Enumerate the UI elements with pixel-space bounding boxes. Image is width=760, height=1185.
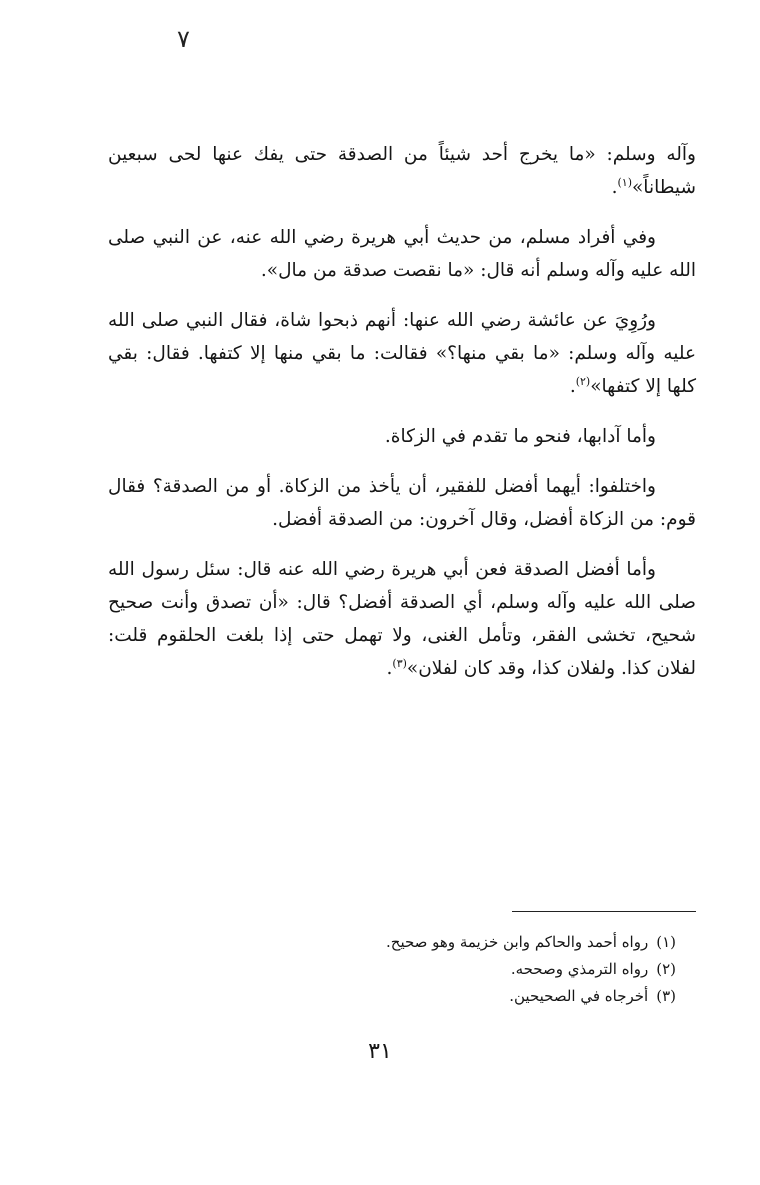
footnote-ref: (٣) bbox=[392, 656, 407, 670]
footnote-number: (٣) bbox=[656, 987, 676, 1005]
page-number: ٣١ bbox=[368, 1039, 392, 1064]
footnote-number: (١) bbox=[656, 933, 676, 951]
paragraph-text: ورُوِيَ عن عائشة رضي الله عنها: أنهم ذبحوا شاة، فقال النبي صلى الله عليه وآله وسلم: «ما بقي منها؟» فقالت: ما بقي منها إلا كتفها. فقال: بقي كلها إلا كتفها» bbox=[108, 310, 696, 397]
footnotes bbox=[200, 929, 676, 1010]
footnote-text: رواه أحمد والحاكم وابن خزيمة وهو صحيح. bbox=[386, 933, 649, 951]
paragraph-3 bbox=[108, 304, 696, 403]
paragraph-tail: . bbox=[611, 177, 618, 198]
paragraph-2 bbox=[108, 221, 696, 287]
footnote-3 bbox=[200, 983, 676, 1010]
footnote-number: (٢) bbox=[656, 960, 676, 978]
paragraph-5 bbox=[108, 470, 696, 536]
footnote-1 bbox=[200, 929, 676, 956]
paragraph-text: وأما آدابها، فنحو ما تقدم في الزكاة. bbox=[384, 426, 656, 447]
paragraph-tail: . bbox=[569, 376, 576, 397]
main-text bbox=[108, 138, 696, 702]
paragraph-6 bbox=[108, 553, 696, 685]
paragraph-text: وأما أفضل الصدقة فعن أبي هريرة رضي الله عنه قال: سئل رسول الله صلى الله عليه وآله وسلم، أي الصدقة أفضل؟ قال: «أن تصدق وأنت صحيح شحيح، تخشى الفقر، وتأمل الغنى، ولا تهمل حتى إذا بلغت الحلقوم قلت: لفلان كذا. ولفلان كذا، وقد كان لفلان» bbox=[108, 559, 696, 679]
footnote-2 bbox=[200, 956, 676, 983]
paragraph-1 bbox=[108, 138, 696, 204]
footnote-text: رواه الترمذي وصححه. bbox=[510, 960, 649, 978]
footnote-text: أخرجاه في الصحيحين. bbox=[509, 987, 649, 1005]
paragraph-text: وفي أفراد مسلم، من حديث أبي هريرة رضي الله عنه، عن النبي صلى الله عليه وآله وسلم أنه قال: «ما نقصت صدقة من مال». bbox=[108, 227, 696, 281]
paragraph-text: وآله وسلم: «ما يخرج أحد شيئاً من الصدقة حتى يفك عنها لحى سبعين شيطاناً» bbox=[108, 144, 696, 198]
footnote-separator bbox=[512, 911, 696, 912]
footnote-ref: (٢) bbox=[575, 374, 591, 388]
paragraph-text: واختلفوا: أيهما أفضل للفقير، أن يأخذ من الزكاة. أو من الصدقة؟ فقال قوم: من الزكاة أفضل، وقال آخرون: من الصدقة أفضل. bbox=[108, 476, 696, 530]
top-corner-mark: ٧ bbox=[177, 25, 190, 53]
paragraph-tail: . bbox=[386, 658, 393, 679]
paragraph-4 bbox=[108, 420, 696, 453]
footnote-ref: (١) bbox=[617, 175, 632, 189]
